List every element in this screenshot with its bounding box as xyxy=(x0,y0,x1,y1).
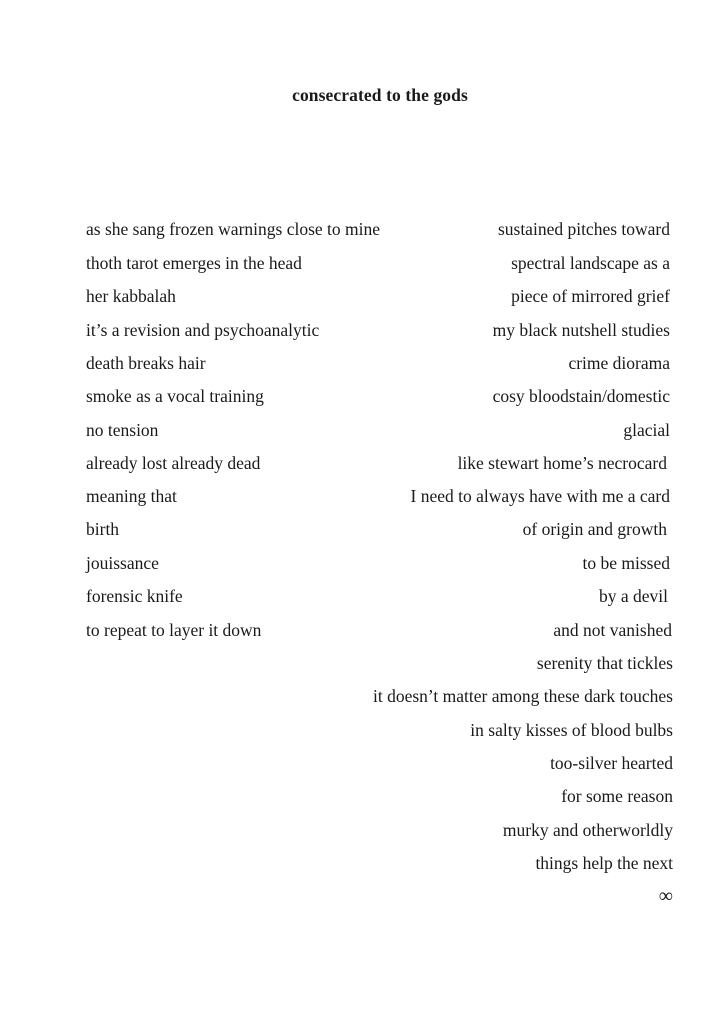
left-line-1: as she sang frozen warnings close to mine xyxy=(86,219,381,239)
right-line-7: glacial xyxy=(623,420,670,440)
right-line-4: my black nutshell studies xyxy=(492,320,670,340)
left-line-12: forensic knife xyxy=(86,586,183,606)
left-line-13: to repeat to layer it down xyxy=(86,620,262,640)
right-line-8: like stewart home’s necrocard xyxy=(457,453,667,473)
right-line-14: serenity that tickles xyxy=(536,653,673,673)
right-line-10: of origin and growth xyxy=(522,519,667,539)
right-line-1: sustained pitches toward xyxy=(497,219,670,239)
infinity-end-mark: ∞ xyxy=(658,885,673,907)
poem-title: consecrated to the gods xyxy=(292,85,468,105)
right-line-13: and not vanished xyxy=(553,620,672,640)
right-line-20: things help the next xyxy=(535,853,673,873)
right-line-19: murky and otherworldly xyxy=(502,820,673,840)
left-line-6: smoke as a vocal training xyxy=(86,386,264,406)
right-line-6: cosy bloodstain/domestic xyxy=(492,386,670,406)
right-line-5: crime diorama xyxy=(568,353,670,373)
right-line-9: I need to always have with me a card xyxy=(410,486,670,506)
left-line-11: jouissance xyxy=(86,553,159,573)
left-line-5: death breaks hair xyxy=(86,353,206,373)
right-line-16: in salty kisses of blood bulbs xyxy=(470,720,673,740)
right-line-18: for some reason xyxy=(561,786,673,806)
left-line-7: no tension xyxy=(86,420,159,440)
left-line-9: meaning that xyxy=(86,486,177,506)
left-line-10: birth xyxy=(86,519,120,539)
left-line-3: her kabbalah xyxy=(86,286,176,306)
right-line-2: spectral landscape as a xyxy=(511,253,670,273)
left-line-8: already lost already dead xyxy=(86,453,261,473)
right-line-15: it doesn’t matter among these dark touches xyxy=(372,686,673,706)
right-line-17: too-silver hearted xyxy=(550,753,673,773)
right-line-11: to be missed xyxy=(582,553,670,573)
left-line-4: it’s a revision and psychoanalytic xyxy=(86,320,320,340)
right-line-12: by a devil xyxy=(598,586,668,606)
left-line-2: thoth tarot emerges in the head xyxy=(86,253,302,273)
right-line-3: piece of mirrored grief xyxy=(511,286,670,306)
